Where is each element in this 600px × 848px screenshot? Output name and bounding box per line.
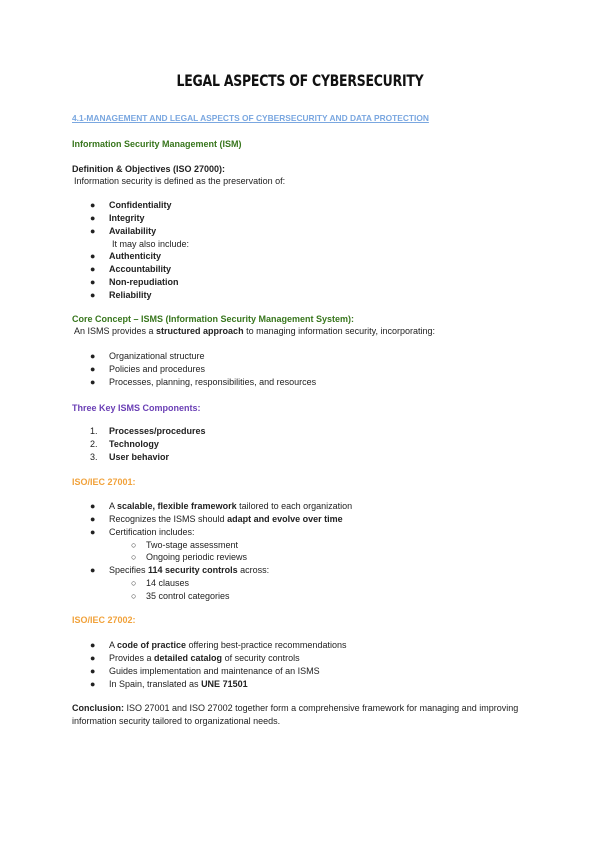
bullet-icon: ●	[90, 226, 96, 236]
bullet-icon: ●	[90, 679, 96, 689]
bullet-icon: ●	[90, 527, 96, 537]
bullet-icon: ●	[90, 277, 96, 287]
list-item: ● In Spain, translated as UNE 71501	[90, 679, 248, 689]
sub-bullet-icon: ○	[131, 591, 137, 601]
list-item: ● Authenticity	[90, 251, 162, 261]
bullet-icon: ●	[90, 200, 96, 210]
sub-bullet-icon: ○	[131, 552, 137, 562]
list-item: ● Specifies 114 security controls across:	[90, 565, 270, 575]
conclusion-paragraph: Conclusion: ISO 27001 and ISO 27002 together form a comprehensive framework for managing and improving information security tailored to organizational needs.	[72, 703, 519, 726]
sub-list-item: ○ Two-stage assessment	[131, 540, 239, 550]
bullet-icon: ●	[90, 364, 96, 374]
isms-intro: An ISMS provides a structured approach to managing information security, incorporating:	[74, 326, 436, 336]
list-item: ● Certification includes:	[90, 527, 195, 537]
bullet-icon: ●	[90, 290, 96, 300]
sub-list-item: ○ 35 control categories	[131, 591, 230, 601]
bullet-icon: ●	[90, 640, 96, 650]
list-item: ● Non-repudiation	[90, 277, 179, 287]
bullet-icon: ●	[90, 666, 96, 676]
bullet-icon: ●	[90, 653, 96, 663]
list-item: ● Integrity	[90, 213, 145, 223]
definition-text: Information security is defined as the preservation of:	[74, 176, 286, 186]
list-item: ● Availability	[90, 226, 157, 236]
list-item: ● Reliability	[90, 290, 152, 300]
bullet-icon: ●	[90, 565, 96, 575]
bullet-icon: ●	[90, 264, 96, 274]
bullet-icon: ●	[90, 501, 96, 511]
components-heading: Three Key ISMS Components:	[72, 403, 201, 413]
bullet-icon: ●	[90, 514, 96, 524]
iso27001-heading: ISO/IEC 27001:	[72, 477, 136, 487]
definition-heading: Definition & Objectives (ISO 27000):	[72, 164, 226, 174]
list-item: ● Guides implementation and maintenance of an ISMS	[90, 666, 320, 676]
page-title: LEGAL ASPECTS OF CYBERSECURITY	[176, 71, 424, 90]
isms-heading: Core Concept – ISMS (Information Security Management System):	[72, 314, 355, 324]
sub-list-item: ○ Ongoing periodic reviews	[131, 552, 248, 562]
list-item: 1. Processes/procedures	[90, 426, 206, 436]
list-item: ● Policies and procedures	[90, 364, 206, 374]
sub-bullet-icon: ○	[131, 578, 137, 588]
list-item: ● A code of practice offering best-practice recommendations	[90, 640, 347, 650]
list-item: ● Provides a detailed catalog of security controls	[90, 653, 300, 663]
ism-heading: Information Security Management (ISM)	[72, 139, 242, 149]
list-item: ● Processes, planning, responsibilities, and resources	[90, 377, 317, 387]
section-heading-link[interactable]: 4.1-MANAGEMENT AND LEGAL ASPECTS OF CYBERSECURITY AND DATA PROTECTION	[72, 113, 429, 123]
list-item: ● Organizational structure	[90, 351, 205, 361]
list-item: ● A scalable, flexible framework tailored to each organization	[90, 501, 353, 511]
bullet-icon: ●	[90, 213, 96, 223]
sub-list-item: ○ 14 clauses	[131, 578, 190, 588]
bullet-icon: ●	[90, 377, 96, 387]
bullet-icon: ●	[90, 251, 96, 261]
list-item: 2. Technology	[90, 439, 159, 449]
also-include-text: It may also include:	[112, 239, 190, 249]
sub-bullet-icon: ○	[131, 540, 137, 550]
bullet-icon: ●	[90, 351, 96, 361]
list-item: 3. User behavior	[90, 452, 170, 462]
list-item: ● Confidentiality	[90, 200, 172, 210]
iso27002-heading: ISO/IEC 27002:	[72, 615, 136, 625]
list-item: ● Accountability	[90, 264, 172, 274]
list-item: ● Recognizes the ISMS should adapt and evolve over time	[90, 514, 343, 524]
